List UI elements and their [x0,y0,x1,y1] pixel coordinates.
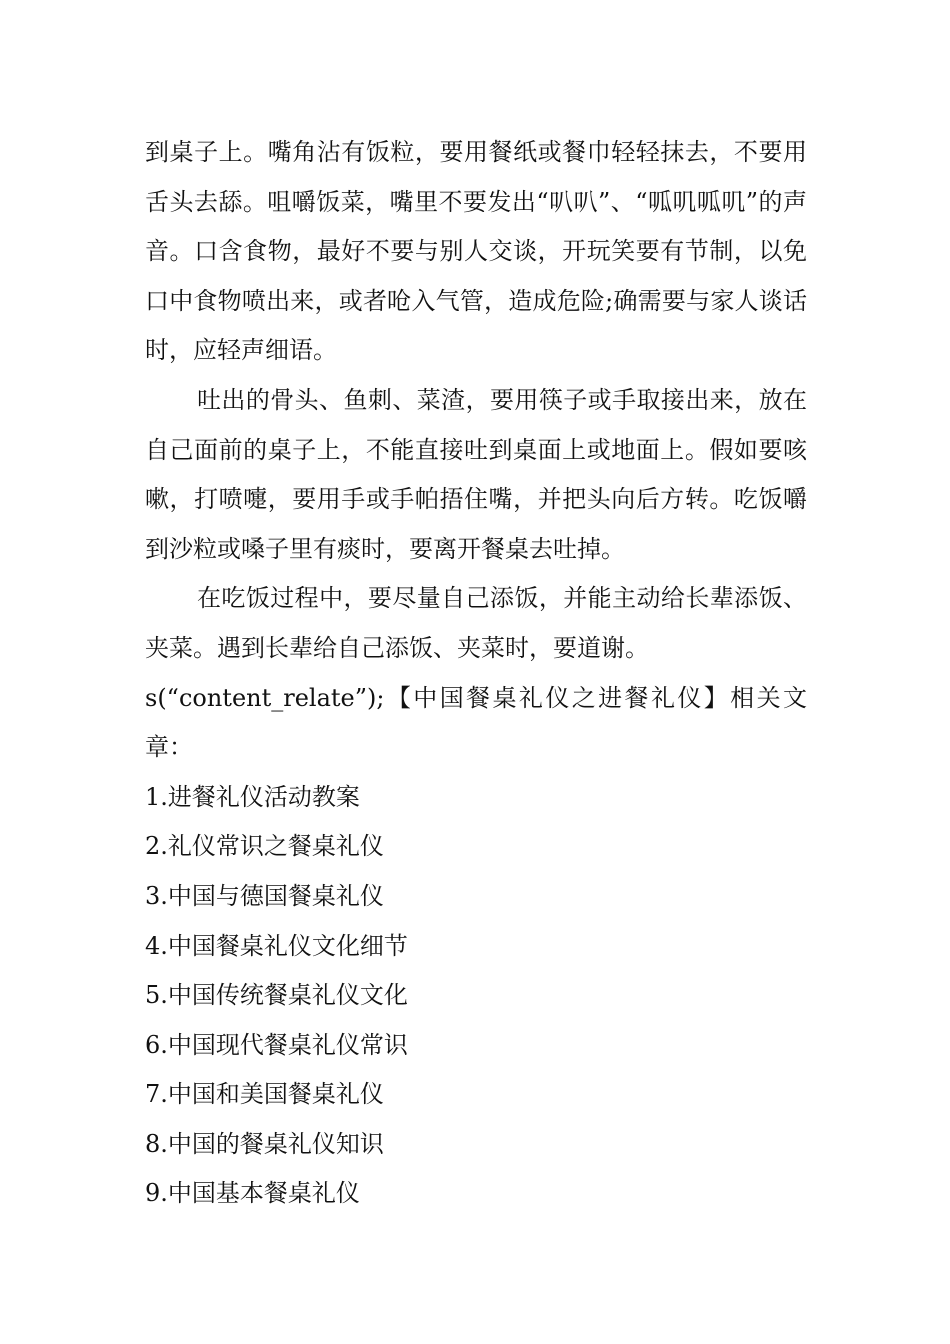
paragraph-spitting-bones: 吐出的骨头、鱼刺、菜渣，要用筷子或手取接出来，放在自己面前的桌子上，不能直接吐到桌面上或地面上。假如要咳嗽，打喷嚏，要用手或手帕捂住嘴，并把头向后方转。吃饭嚼到沙粒或嗓子里有痰时，要离开餐桌去吐掉。 [145,385,807,563]
related-article-item[interactable]: 4.中国餐桌礼仪文化细节 [145,931,408,960]
related-article-item[interactable]: 9.中国基本餐桌礼仪 [145,1179,360,1208]
related-articles-heading: s(“content_relate”);【中国餐桌礼仪之进餐礼仪】相关文章： [145,683,807,762]
related-article-item[interactable]: 6.中国现代餐桌礼仪常识 [145,1030,408,1059]
related-article-item[interactable]: 8.中国的餐桌礼仪知识 [145,1129,384,1158]
related-article-item[interactable]: 5.中国传统餐桌礼仪文化 [145,981,408,1010]
related-article-item[interactable]: 3.中国与德国餐桌礼仪 [145,881,384,910]
document-page [145,128,807,1219]
related-articles-list [145,773,807,1219]
paragraph-serving-rice: 在吃饭过程中，要尽量自己添饭，并能主动给长辈添饭、夹菜。遇到长辈给自己添饭、夹菜时，要道谢。 [145,584,807,662]
related-article-item[interactable]: 1.进餐礼仪活动教案 [145,782,360,811]
paragraph-eating-manners: 到桌子上。嘴角沾有饭粒，要用餐纸或餐巾轻轻抹去，不要用舌头去舔。咀嚼饭菜，嘴里不要发出“叭叭”、“呱叽呱叽”的声音。口含食物，最好不要与别人交谈，开玩笑要有节制，以免口中食物喷出来，或者呛入气管，造成危险;确需要与家人谈话时，应轻声细语。 [145,138,807,365]
related-article-item[interactable]: 7.中国和美国餐桌礼仪 [145,1080,384,1109]
related-article-item[interactable]: 2.礼仪常识之餐桌礼仪 [145,832,384,861]
